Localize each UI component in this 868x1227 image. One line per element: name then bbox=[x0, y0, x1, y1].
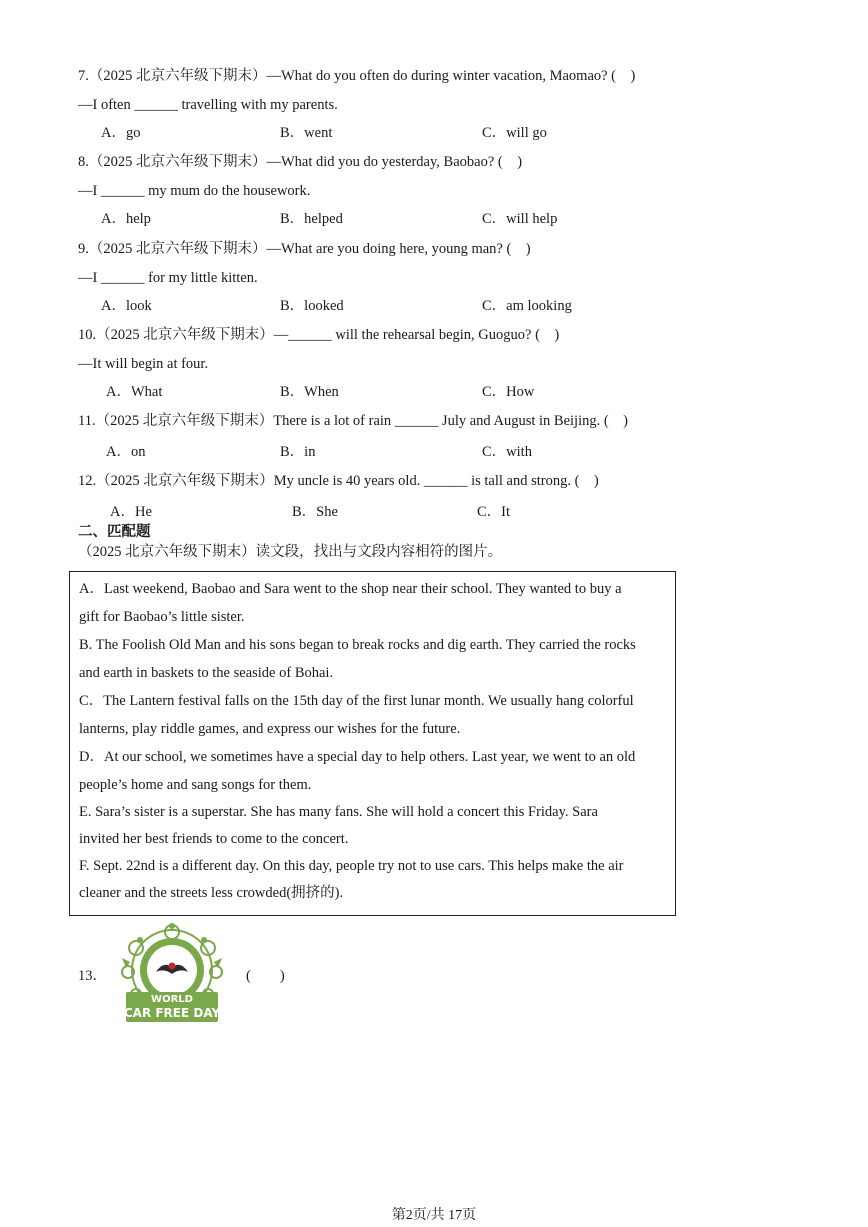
option-a: A．on bbox=[106, 444, 146, 460]
option-b: B．went bbox=[280, 125, 333, 141]
question-11-stem: 11.（2025 北京六年级下期末）There is a lot of rain ______ July and August in Beijing. ( ) bbox=[78, 413, 629, 429]
option-c: C．with bbox=[482, 444, 532, 460]
option-a: A．help bbox=[101, 211, 151, 227]
question-7-stem: 7.（2025 北京六年级下期末）—What do you often do during winter vacation, Maomao? ( ) bbox=[78, 68, 636, 84]
option-b: B．When bbox=[280, 384, 339, 400]
option-c: C．How bbox=[482, 384, 535, 400]
passage-line: A．Last weekend, Baobao and Sara went to the shop near their school. They wanted to buy a bbox=[79, 581, 622, 597]
section-instruction: （2025 北京六年级下期末）读文段，找出与文段内容相符的图片。 bbox=[78, 544, 503, 560]
passage-line: F. Sept. 22nd is a different day. On this day, people try not to use cars. This helps make the air bbox=[79, 858, 624, 874]
question-10-stem: 10.（2025 北京六年级下期末）—______ will the rehearsal begin, Guoguo? ( ) bbox=[78, 327, 560, 343]
passage-line: C．The Lantern festival falls on the 15th day of the first lunar month. We usually hang colorful bbox=[79, 693, 634, 709]
option-b: B．She bbox=[292, 504, 338, 520]
question-7-answer-line: —I often ______ travelling with my parents. bbox=[78, 97, 338, 113]
section-heading: 二、匹配题 bbox=[78, 524, 151, 540]
option-c: C．will go bbox=[482, 125, 547, 141]
passage-line: D．At our school, we sometimes have a special day to help others. Last year, we went to an old bbox=[79, 749, 636, 765]
passage-line: and earth in baskets to the seaside of Bohai. bbox=[79, 665, 334, 681]
logo-text-world: WORLD bbox=[151, 994, 193, 1005]
passage-line: invited her best friends to come to the concert. bbox=[79, 831, 349, 847]
option-a: A．What bbox=[106, 384, 163, 400]
question-9-answer-line: —I ______ for my little kitten. bbox=[78, 270, 258, 286]
question-8-stem: 8.（2025 北京六年级下期末）—What did you do yesterday, Baobao? ( ) bbox=[78, 154, 523, 170]
option-c: C．will help bbox=[482, 211, 558, 227]
option-a: A．He bbox=[110, 504, 152, 520]
answer-paren: ( ) bbox=[246, 968, 285, 984]
page-number: 第2页/共 17页 bbox=[391, 1208, 477, 1223]
question-12-stem: 12.（2025 北京六年级下期末）My uncle is 40 years old. ______ is tall and strong. ( ) bbox=[78, 473, 599, 489]
option-b: B．looked bbox=[280, 298, 344, 314]
passage-box bbox=[69, 571, 676, 916]
option-a: A．go bbox=[101, 125, 141, 141]
option-c: C．am looking bbox=[482, 298, 572, 314]
question-13-number: 13． bbox=[78, 968, 107, 984]
passage-line: B. The Foolish Old Man and his sons began to break rocks and dig earth. They carried the rocks bbox=[79, 637, 636, 653]
question-9-stem: 9.（2025 北京六年级下期末）—What are you doing here, young man? ( ) bbox=[78, 241, 531, 257]
car-free-day-logo bbox=[112, 922, 232, 1026]
option-c: C．It bbox=[477, 504, 511, 520]
question-10-answer-line: —It will begin at four. bbox=[78, 356, 209, 372]
logo-text-car-free-day: CAR FREE DAY bbox=[123, 1006, 221, 1020]
option-b: B．in bbox=[280, 444, 316, 460]
passage-line: people’s home and sang songs for them. bbox=[79, 777, 312, 793]
option-a: A．look bbox=[101, 298, 152, 314]
passage-line: cleaner and the streets less crowded(拥挤的). bbox=[79, 885, 344, 901]
option-b: B．helped bbox=[280, 211, 343, 227]
question-8-answer-line: —I ______ my mum do the housework. bbox=[78, 183, 311, 199]
passage-line: E. Sara’s sister is a superstar. She has many fans. She will hold a concert this Friday. Sara bbox=[79, 804, 598, 820]
passage-line: gift for Baobao’s little sister. bbox=[79, 609, 245, 625]
passage-line: lanterns, play riddle games, and express our wishes for the future. bbox=[79, 721, 461, 737]
